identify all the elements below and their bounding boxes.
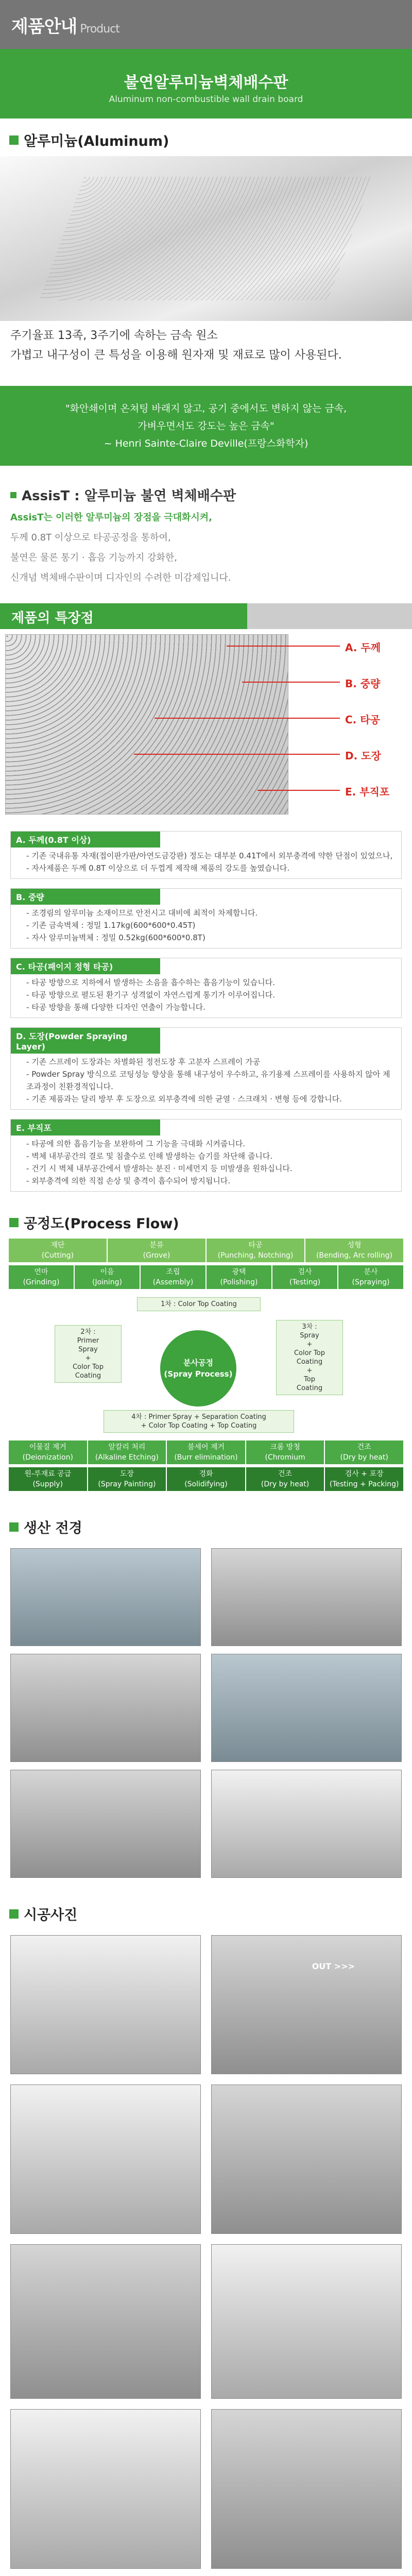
flow-row-3 — [8, 1440, 404, 1464]
construction-gallery — [0, 1930, 412, 2576]
flow-step: 검사 (Testing) — [272, 1265, 337, 1289]
box-title: D. 도장(Powder Spraying Layer) — [11, 1028, 160, 1054]
construction-title: 시공사진 — [9, 1904, 412, 1924]
bullet-square-icon — [9, 1909, 19, 1919]
production-title: 생산 전경 — [9, 1517, 412, 1537]
perforated-panel-image — [5, 634, 288, 815]
feature-box-d — [10, 1027, 402, 1110]
feature-box-e — [10, 1119, 402, 1192]
factory-photo — [10, 1548, 201, 1646]
flow-row-2 — [8, 1265, 404, 1289]
bullet-square-icon — [9, 1522, 19, 1532]
banner-title: 불연알루미늄벽체배수판 — [124, 74, 288, 92]
site-photo — [10, 1935, 201, 2074]
box-line: - 외부충격에 의한 직접 손상 및 충격이 흡수되어 방지됩니다. — [26, 1175, 396, 1187]
spray-process-diagram — [8, 1294, 404, 1433]
quote-author: ~ Henri Sainte-Claire Deville(프랑스화학자) — [104, 437, 308, 449]
product-banner — [0, 49, 412, 118]
box-line: - 기존 스프레이 도장과는 차별화된 정전도장 후 고분자 스프레이 가공 — [26, 1056, 396, 1068]
box-line: - 자사 알루미늄벽체 : 정밀 0.52kg(600*600*0.8T) — [26, 931, 396, 944]
feature-label-b: B. 중량 — [345, 677, 381, 690]
features-diagram — [0, 629, 412, 820]
factory-photo — [211, 1770, 402, 1878]
flow-row-4 — [8, 1467, 404, 1491]
aluminum-panel-image — [0, 156, 412, 321]
aluminum-text-2: 가볍고 내구성이 큰 특성을 이용해 원자재 및 재료로 많이 사용된다. — [10, 349, 342, 362]
bullet-square-icon — [10, 492, 16, 498]
quote-line: 가벼우면서도 강도는 높은 금속" — [138, 420, 274, 432]
assist-lead: AssisT는 이러한 알루미늄의 장점을 극대화시켜, — [10, 512, 213, 523]
flow-step: 건조 (Dry by heat) — [325, 1440, 403, 1464]
feature-box-b — [10, 888, 402, 948]
factory-photo — [211, 1548, 402, 1646]
production-gallery — [0, 1543, 412, 1883]
feature-label-c: C. 타공 — [345, 714, 380, 726]
box-line: - Powder Spray 방식으로 코팅성능 향상을 통해 내구성이 우수하고, 유기용제 스프레이를 사용하지 않아 제조과정이 친환경적입니다. — [26, 1068, 396, 1093]
box-line: - 타공 방향을 통해 다양한 디자인 연출이 가능합니다. — [26, 1001, 396, 1013]
box-line: - 기존 제품과는 달리 방부 후 도장으로 외부충격에 의한 균열 · 스크래치 · 변형 등에 강합니다. — [26, 1093, 396, 1105]
assist-line: 신개념 벽체배수판이며 디자인의 수려한 미감제입니다. — [10, 572, 231, 583]
box-line: - 타공 방향으로 펼도된 환기구 성격없이 자연스럽게 통기가 이루어집니다. — [26, 989, 396, 1001]
quote-line: "화안쇄이며 온쳐팅 바래지 않고, 공기 중에서도 변하지 않는 금속, — [65, 402, 347, 414]
flow-step: 재단 (Cutting) — [9, 1239, 107, 1262]
box-title: E. 부직포 — [11, 1120, 160, 1136]
factory-photo — [211, 1654, 402, 1762]
flow-step: 검사 + 포장 (Testing + Packing) — [325, 1467, 403, 1491]
flow-step: 건조 (Dry by heat) — [246, 1467, 324, 1491]
flow-step: 알칼리 처리 (Alkaline Etching) — [88, 1440, 166, 1464]
flow-step: 분류 (Grove) — [108, 1239, 205, 1262]
banner-subtitle: Aluminum non-combustible wall drain board — [109, 94, 303, 105]
site-photo — [10, 2084, 201, 2234]
box-line: - 타공 방향으로 지하에서 발생하는 소음을 흡수하는 흡음기능이 있습니다. — [26, 976, 396, 989]
flow-step: 크롬 방청 (Chromium — [246, 1440, 324, 1464]
flow-step: 경화 (Solidifying) — [167, 1467, 245, 1491]
flow-step: 도장 (Spray Painting) — [88, 1467, 166, 1491]
site-photo — [211, 2084, 402, 2234]
feature-label-d: D. 도장 — [345, 750, 381, 762]
flow-row-1 — [8, 1239, 404, 1262]
box-line: - 건기 시 벽체 내부공간에서 발생하는 분진 · 미세먼지 등 미발생을 원하십니다. — [26, 1162, 396, 1175]
spray-step-1: 1차 : Color Top Coating — [137, 1297, 261, 1311]
box-line: - 벽체 내부공간의 결로 및 침출수로 인해 발생하는 습기를 차단해 줍니다. — [26, 1150, 396, 1162]
flow-step: 연마 (Grinding) — [9, 1265, 74, 1289]
page-header — [0, 0, 412, 49]
features-bar: 제품의 특장점 — [0, 603, 412, 629]
assist-line: 불연은 물론 통기 · 흡음 기능까지 강화한, — [10, 552, 177, 563]
header-title: 제품안내 Product — [11, 16, 119, 37]
box-line: - 기존 금속벽체 : 정밀 1.17kg(600*600*0.45T) — [26, 919, 396, 931]
box-title: B. 중량 — [11, 889, 160, 905]
site-photo — [211, 2244, 402, 2399]
flow-step: 분사 (Spraying) — [338, 1265, 403, 1289]
flow-step: 성형 (Bending, Arc rolling) — [305, 1239, 403, 1262]
assist-title: AssisT : 알루미늄 불연 벽체배수판 — [10, 485, 412, 504]
box-title: C. 타공(패이지 정형 타공) — [11, 958, 160, 974]
aluminum-text-1: 주기율표 13족, 3주기에 속하는 금속 원소 — [10, 329, 218, 342]
assist-line: 두께 0.8T 이상으로 타공공정을 통하여, — [10, 532, 171, 543]
flow-step: 타공 (Punching, Notching) — [207, 1239, 304, 1262]
site-photo — [211, 1935, 402, 2074]
spray-step-3: 3차 : Spray + Color Top Coating + Top Coating — [276, 1320, 343, 1395]
feature-label-a: A. 두께 — [345, 641, 381, 654]
box-line: - 기존 국내유통 자재(접이판가판/아연도금강판) 정도는 대부분 0.41T에서 외부충격에 약한 단점이 있었으나, — [26, 850, 396, 862]
quote-banner — [0, 386, 412, 466]
box-line: - 타공에 의한 흡음기능을 보완하여 그 기능을 극대화 시켜줍니다. — [26, 1138, 396, 1150]
spray-step-4: 4차 : Primer Spray + Separation Coating + Color Top Coating + Top Coating — [104, 1410, 294, 1433]
flow-step: 조립 (Assembly) — [141, 1265, 205, 1289]
aluminum-section-title: 알루미늄(Aluminum) — [9, 130, 412, 150]
feature-box-c — [10, 958, 402, 1018]
spray-step-2: 2차 : Primer Spray + Color Top Coating — [55, 1325, 122, 1383]
spray-process-center: 분사공정 (Spray Process) — [160, 1330, 236, 1406]
flow-step: 광택 (Polishing) — [207, 1265, 271, 1289]
out-sign: OUT >>> — [312, 1961, 355, 1971]
factory-photo — [10, 1654, 201, 1762]
box-line: - 조경림의 알루미늄 소재이므로 안전시고 대비에 최적이 차제합니다. — [26, 907, 396, 919]
bullet-square-icon — [9, 1218, 19, 1227]
flow-step: 원-루재료 공급 (Supply) — [9, 1467, 87, 1491]
factory-photo — [10, 1770, 201, 1878]
assist-section — [0, 485, 412, 588]
site-photo — [10, 2409, 201, 2569]
bullet-square-icon — [9, 135, 19, 145]
flow-step: 불세어 제거 (Burr elimination) — [167, 1440, 245, 1464]
box-title: A. 두께(0.8T 이상) — [11, 832, 160, 848]
process-flow-title: 공정도(Process Flow) — [9, 1212, 412, 1232]
flow-step: 이물질 제거 (Deionization) — [9, 1440, 87, 1464]
flow-step: 이음 (Joining) — [75, 1265, 140, 1289]
site-photo — [211, 2409, 402, 2569]
site-photo — [10, 2244, 201, 2399]
box-line: - 자사제품은 두께 0.8T 이상으로 더 두껍게 제작해 제품의 강도를 높였습니다. — [26, 862, 396, 874]
feature-box-a — [10, 831, 402, 879]
feature-label-e: E. 부직포 — [345, 786, 390, 798]
